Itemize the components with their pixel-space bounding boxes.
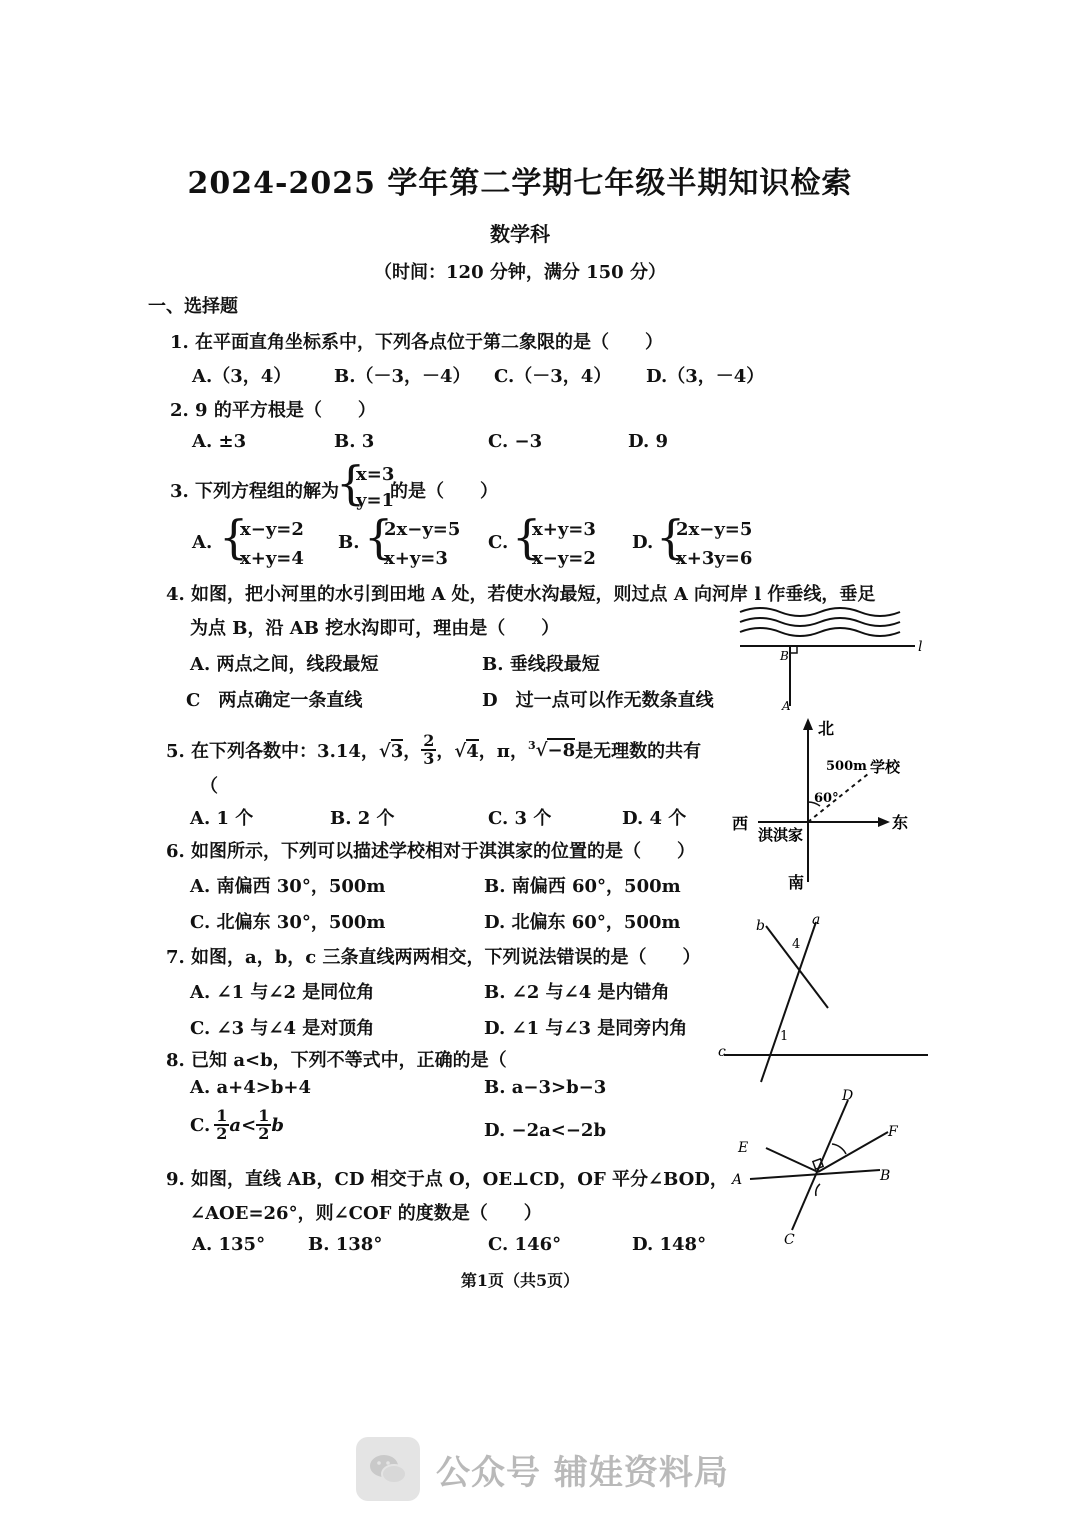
q5-stem-suffix: 是无理数的共有 bbox=[575, 741, 702, 762]
q5-sqrt4: √4， bbox=[454, 741, 497, 762]
q5-stem-prefix: 5. 在下列各数中：3.14， bbox=[166, 741, 379, 762]
q1-option-b: B.（－3，－4） bbox=[334, 366, 471, 387]
q7-option-d: D. ∠1 与∠3 是同旁内角 bbox=[484, 1018, 688, 1039]
subject-title: 数学科 bbox=[490, 222, 550, 246]
label-south: 南 bbox=[788, 873, 805, 892]
wechat-icon bbox=[356, 1437, 420, 1501]
q6-option-c: C. 北偏东 30°，500m bbox=[190, 912, 386, 933]
q8-option-d: D. −2a<−2b bbox=[484, 1120, 607, 1141]
q8-option-c: C. $\frac{1}{2}$ a < $\frac{1}{2}$ b bbox=[190, 1106, 284, 1143]
label-home: 淇淇家 bbox=[758, 826, 804, 844]
q5-pi: π， bbox=[496, 741, 528, 762]
line-cd bbox=[792, 1100, 848, 1230]
angle-geometry-diagram bbox=[728, 1084, 928, 1254]
q6-stem: 6. 如图所示，下列可以描述学校相对于淇淇家的位置的是（ ） bbox=[166, 841, 696, 862]
q3-stem-suffix: 的是（ ） bbox=[390, 481, 498, 502]
q5-option-d: D. 4 个 bbox=[622, 808, 687, 829]
label-e: E bbox=[738, 1140, 749, 1156]
q3-option-b-eq1: 2x−y=5 bbox=[384, 519, 461, 540]
line-a bbox=[761, 922, 816, 1082]
label-distance: 500m bbox=[826, 759, 867, 774]
q8-option-a: A. a+4>b+4 bbox=[190, 1077, 312, 1098]
q9-option-d: D. 148° bbox=[632, 1234, 707, 1255]
q1-option-a: A.（3，4） bbox=[192, 366, 292, 387]
q3-option-a-label: A. bbox=[192, 532, 213, 553]
q3-option-d-brace: { bbox=[656, 510, 686, 564]
q4-stem-line1: 4. 如图，把小河里的水引到田地 A 处，若使水沟最短，则过点 A 向河岸 l 作垂线，垂足 bbox=[166, 584, 876, 605]
q2-stem: 2. 9 的平方根是（ ） bbox=[170, 400, 376, 421]
q4-stem-line2: 为点 B，沿 AB 挖水沟即可，理由是（ ） bbox=[190, 618, 560, 639]
q7-option-a: A. ∠1 与∠2 是同位角 bbox=[190, 982, 375, 1003]
q7-option-c: C. ∠3 与∠4 是对顶角 bbox=[190, 1018, 375, 1039]
label-line-a: a bbox=[812, 912, 821, 928]
label-north: 北 bbox=[818, 719, 835, 738]
q3-option-b-label: B. bbox=[338, 532, 360, 553]
q6-option-d: D. 北偏东 60°，500m bbox=[484, 912, 681, 933]
watermark bbox=[356, 1436, 729, 1502]
q8-option-b: B. a−3>b−3 bbox=[484, 1077, 607, 1098]
q5-stem: 5. 在下列各数中：3.14， √3， $\frac{2}{3}$ ， √4， π， $^3$√−8 是无理数的共有 bbox=[166, 731, 702, 768]
label-d: D bbox=[842, 1088, 854, 1104]
q3-option-c-eq1: x+y=3 bbox=[532, 519, 596, 540]
intersecting-lines-diagram bbox=[716, 910, 932, 1090]
q3-option-c-eq2: x−y=2 bbox=[532, 548, 596, 569]
q9-stem-line1: 9. 如图，直线 AB，CD 相交于点 O，OE⊥CD，OF 平分∠BOD， bbox=[166, 1169, 728, 1190]
compass-diagram bbox=[728, 712, 928, 892]
q3-option-a-eq1: x−y=2 bbox=[240, 519, 304, 540]
q7-option-b: B. ∠2 与∠4 是内错角 bbox=[484, 982, 670, 1003]
q4-option-c: C 两点确定一条直线 bbox=[186, 690, 363, 711]
label-west: 西 bbox=[732, 814, 749, 833]
q4-option-b: B. 垂线段最短 bbox=[482, 654, 600, 675]
q6-option-a: A. 南偏西 30°，500m bbox=[190, 876, 386, 897]
q5-cbrt: $^3$√−8 bbox=[527, 739, 576, 761]
q3-stem-eq2: y=1 bbox=[356, 490, 395, 511]
q2-option-d: D. 9 bbox=[628, 431, 669, 452]
label-a: A bbox=[732, 1172, 743, 1188]
q7-stem: 7. 如图，a，b，c 三条直线两两相交，下列说法错误的是（ ） bbox=[166, 947, 701, 968]
q9-option-b: B. 138° bbox=[308, 1234, 383, 1255]
q2-option-a: A. ±3 bbox=[192, 431, 247, 452]
label-school: 学校 bbox=[870, 758, 901, 776]
north-arrow-icon bbox=[803, 718, 813, 730]
q5-stem-line2: （ bbox=[200, 776, 218, 797]
ray-of bbox=[818, 1132, 888, 1172]
q1-option-c: C.（－3，4） bbox=[494, 366, 612, 387]
label-line-b: b bbox=[756, 918, 765, 934]
east-arrow-icon bbox=[878, 817, 890, 827]
label-east: 东 bbox=[892, 813, 909, 832]
q5-sqrt3: √3， bbox=[378, 741, 422, 762]
time-info: （时间：120 分钟，满分 150 分） bbox=[374, 262, 666, 283]
q3-stem-brace: { bbox=[336, 456, 366, 510]
q5-option-a: A. 1 个 bbox=[190, 808, 254, 829]
q3-option-d-eq2: x+3y=6 bbox=[676, 548, 753, 569]
q4-option-a: A. 两点之间，线段最短 bbox=[190, 654, 379, 675]
q9-option-c: C. 146° bbox=[488, 1234, 562, 1255]
q3-option-a-eq2: x+y=4 bbox=[240, 548, 304, 569]
q3-option-b-eq2: x+y=3 bbox=[384, 548, 448, 569]
label-c: C bbox=[784, 1232, 795, 1248]
label-l: l bbox=[918, 639, 923, 655]
q5-option-c: C. 3 个 bbox=[488, 808, 552, 829]
q3-option-b-brace: { bbox=[364, 510, 394, 564]
label-angle-4: 4 bbox=[792, 937, 801, 952]
q3-option-c-brace: { bbox=[512, 510, 542, 564]
q5-option-b: B. 2 个 bbox=[330, 808, 395, 829]
q8-stem: 8. 已知 a<b，下列不等式中，正确的是（ bbox=[166, 1050, 507, 1071]
watermark-text: 公众号 辅娃资料局 bbox=[436, 1452, 729, 1493]
q9-stem-line2: ∠AOE=26°，则∠COF 的度数是（ ） bbox=[190, 1203, 542, 1224]
label-angle-1: 1 bbox=[780, 1029, 789, 1044]
section-title: 一、选择题 bbox=[148, 296, 238, 317]
label-line-c: c bbox=[718, 1044, 726, 1060]
label-f: F bbox=[888, 1124, 898, 1140]
q3-stem-prefix: 3. 下列方程组的解为 bbox=[170, 481, 340, 502]
q1-stem: 1. 在平面直角坐标系中，下列各点位于第二象限的是（ ） bbox=[170, 332, 664, 353]
q1-option-d: D.（3，－4） bbox=[646, 366, 765, 387]
label-b: B bbox=[880, 1168, 891, 1184]
q3-option-d-eq1: 2x−y=5 bbox=[676, 519, 753, 540]
q2-option-b: B. 3 bbox=[334, 431, 375, 452]
label-angle: 60° bbox=[814, 791, 839, 806]
ray-oe bbox=[766, 1148, 818, 1172]
q2-option-c: C. −3 bbox=[488, 431, 543, 452]
label-a: A bbox=[782, 699, 791, 713]
label-b: B bbox=[780, 649, 789, 663]
q3-stem-eq1: x=3 bbox=[356, 464, 395, 485]
q4-option-d: D 过一点可以作无数条直线 bbox=[482, 690, 714, 711]
exam-title: 2024-2025 学年第二学期七年级半期知识检索 bbox=[187, 166, 853, 201]
q5-fraction: $\frac{2}{3}$ bbox=[423, 731, 435, 768]
q9-option-a: A. 135° bbox=[192, 1234, 266, 1255]
q6-option-b: B. 南偏西 60°，500m bbox=[484, 876, 681, 897]
q3-option-d-label: D. bbox=[632, 532, 654, 553]
page-number: 第1页（共5页） bbox=[460, 1271, 580, 1290]
river-diagram bbox=[730, 600, 930, 715]
q3-option-a-brace: { bbox=[219, 510, 249, 564]
q3-option-c-label: C. bbox=[488, 532, 509, 553]
